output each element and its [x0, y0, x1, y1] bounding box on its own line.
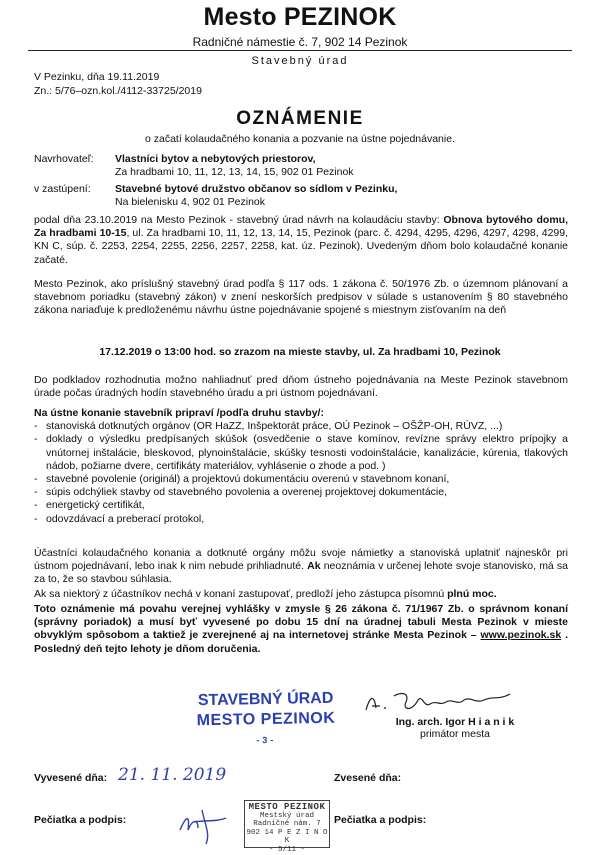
applicant-label: Navrhovateľ:	[34, 153, 94, 165]
stamp-line-3: -3-	[256, 734, 277, 746]
signer-name: Ing. arch. Igor H i a n i k	[395, 716, 515, 728]
meeting-date: 17.12.2019 o 13:00 hod. so zrazom na mieste stavby, ul. Za hradbami 10, Pezinok	[99, 346, 501, 358]
objections-text: Účastníci kolaudačného konania a dotknuté orgány môžu svoje námietky a stanoviská uplatniť najneskôr pri ústnom pojednávaní, lebo inak k nim nebude prihliadnuté.	[34, 547, 568, 573]
public-notice-text-cont: . Posledný deň tejto lehoty je dňom doručenia.	[34, 629, 568, 655]
rect-stamp-line-2: Mestský úrad	[259, 811, 314, 820]
list-item: - doklady o výsledku predpísaných skúšok (osvedčenie o stave komínov, revízne správy elektro prípojky a vnútornej inštalácie, bleskovod, plynoinštalácie, skúšky tesnosti vodoinštalácie, kanalizácie, kúrenia, tlakových nádob, požiarne dvere, certifikáty materiálov, vyhlásenie o zhode a pod. )	[34, 433, 568, 473]
city-address: Radničné námestie č. 7, 902 14 Pezinok	[192, 35, 408, 49]
notice-title: OZNÁMENIE	[236, 108, 364, 129]
list-item: - stanoviská dotknutých orgánov (OR HaZZ, Inšpektorát práce, OÚ Pezinok – OŠŽP-OH, RÚVZ, ...)	[34, 420, 568, 433]
objections-emphasis: Ak	[307, 560, 321, 573]
applicant-address: Za hradbami 10, 11, 12, 13, 14, 15, 902 01 Pezinok	[115, 166, 354, 178]
rect-stamp-line-4: 902 14 P E Z I N O K	[246, 828, 328, 846]
requirements-section	[34, 407, 568, 526]
list-item: - energetický certifikát,	[34, 499, 568, 512]
applicant-name: Vlastníci bytov a nebytových priestorov,	[115, 153, 316, 165]
legal-basis-paragraph: Mesto Pezinok, ako príslušný stavebný úrad podľa § 117 ods. 1 zákona č. 50/1976 Zb. o územnom plánovaní a stavebnom poriadku (stavebný zákon) v znení neskorších predpisov v súlade s ustanovením § 80 stavebného zákona nariaďuje k predloženému návrhu ústne pojednávanie spojené s miestnym zisťovaním na deň	[34, 278, 568, 317]
objections-text-cont: neoznámia v určenej lehote svoje stanovisko, má sa za to, že so stavbou súhlasia.	[34, 560, 568, 586]
representative-block	[34, 183, 574, 211]
header-divider	[28, 50, 572, 51]
reference-number: Zn.: 5/76–ozn.kol./4112-33725/2019	[34, 85, 202, 97]
applicant-block	[34, 153, 574, 181]
representative-address: Na bielenisku 4, 902 01 Pezinok	[115, 196, 266, 208]
mayor-signature	[360, 686, 530, 718]
date-line: V Pezinku, dňa 19.11.2019	[34, 71, 160, 83]
proxy-emphasis: plnú moc.	[447, 588, 497, 600]
notice-subtitle: o začatí kolaudačného konania a pozvanie na ústne pojednávanie.	[145, 133, 455, 145]
signer-block	[370, 716, 540, 740]
document-meta	[34, 70, 202, 98]
stamp-line-1: STAVEBNÝ ÚRAD	[197, 689, 334, 710]
objections-paragraph	[34, 547, 568, 587]
proxy-paragraph	[34, 588, 568, 601]
website-link[interactable]: www.pezinok.sk	[480, 629, 562, 642]
signer-role: primátor mesta	[419, 728, 491, 740]
list-item: - stavebné povolenie (originál) a projektovú dokumentáciu overenú v stavebnom konaní,	[34, 473, 568, 486]
proxy-text: Ak sa niektorý z účastníkov nechá v konaní zastupovať, predloží jeho zástupca písomnú	[34, 588, 448, 600]
list-item: - odovzdávací a preberací protokol,	[34, 513, 568, 526]
application-text: podal dňa 23.10.2019 na Mesto Pezinok - stavebný úrad návrh na kolaudáciu stavby:	[34, 214, 444, 226]
public-notice-text: Toto oznámenie má povahu verejnej vyhlášky v zmysle § 26 zákona č. 71/1967 Zb. o správnom konaní (správny poriadok) a musí byť vyvesené po dobu 15 dní na úradnej tabuli Mesta Pezinok v mieste obvyklým spôsobom a taktiež je zverejnené aj na internetovej stránke Mesta Pezinok –	[34, 603, 568, 642]
office-name: Stavebný úrad	[251, 55, 349, 67]
public-notice-paragraph	[34, 603, 568, 656]
municipal-office-stamp	[244, 800, 330, 854]
stamp-line-2: MESTO PEZINOK	[196, 709, 336, 730]
construction-name: Obnova bytového domu, Za hradbami 10-15	[34, 214, 568, 240]
representative-label: v zastúpení:	[34, 183, 91, 195]
requirements-heading: Na ústne konanie stavebník pripraví /podľa druhu stavby/:	[34, 407, 324, 419]
removed-label: Zvesené dňa:	[334, 772, 402, 784]
rect-stamp-line-1: MESTO PEZINOK	[248, 802, 326, 812]
stamp-signature-label-right: Pečiatka a podpis:	[334, 814, 427, 826]
rect-stamp-line-5: - 5/11 -	[268, 845, 305, 854]
representative-name: Stavebné bytové družstvo občanov so sídlom v Pezinku,	[115, 183, 398, 195]
building-office-stamp	[175, 688, 356, 751]
document-title: Mesto PEZINOK	[203, 3, 397, 31]
posted-label: Vyvesené dňa:	[34, 772, 108, 784]
rect-stamp-line-3: Radničné nám. 7	[253, 820, 321, 829]
application-paragraph	[34, 214, 568, 267]
list-item: - súpis odchýliek stavby od stavebného povolenia a overenej projektovej dokumentácie,	[34, 486, 568, 499]
posting-signature	[176, 800, 238, 850]
documents-paragraph: Do podkladov rozhodnutia možno nahliadnuť pred dňom ústneho pojednávania na Meste Pezinok stavebnom úrade počas úradných hodín stavebného úradu a pri ústnom pojednávaní.	[34, 374, 568, 400]
requirements-list	[34, 420, 568, 526]
stamp-signature-label-left: Pečiatka a podpis:	[34, 814, 127, 826]
application-text-cont: , ul. Za hradbami 10, 11, 12, 13, 14, 15, Pezinok (parc. č. 4294, 4295, 4296, 4297, 4298, 4299, KN C, súp. č. 2253, 2254, 2255, 2256, 2257, 2258, kat. úz. Pezinok). Uvedeným dňom bolo kolaudačné konanie začaté.	[34, 227, 569, 266]
posted-date-handwritten: 21. 11. 2019	[118, 765, 227, 785]
